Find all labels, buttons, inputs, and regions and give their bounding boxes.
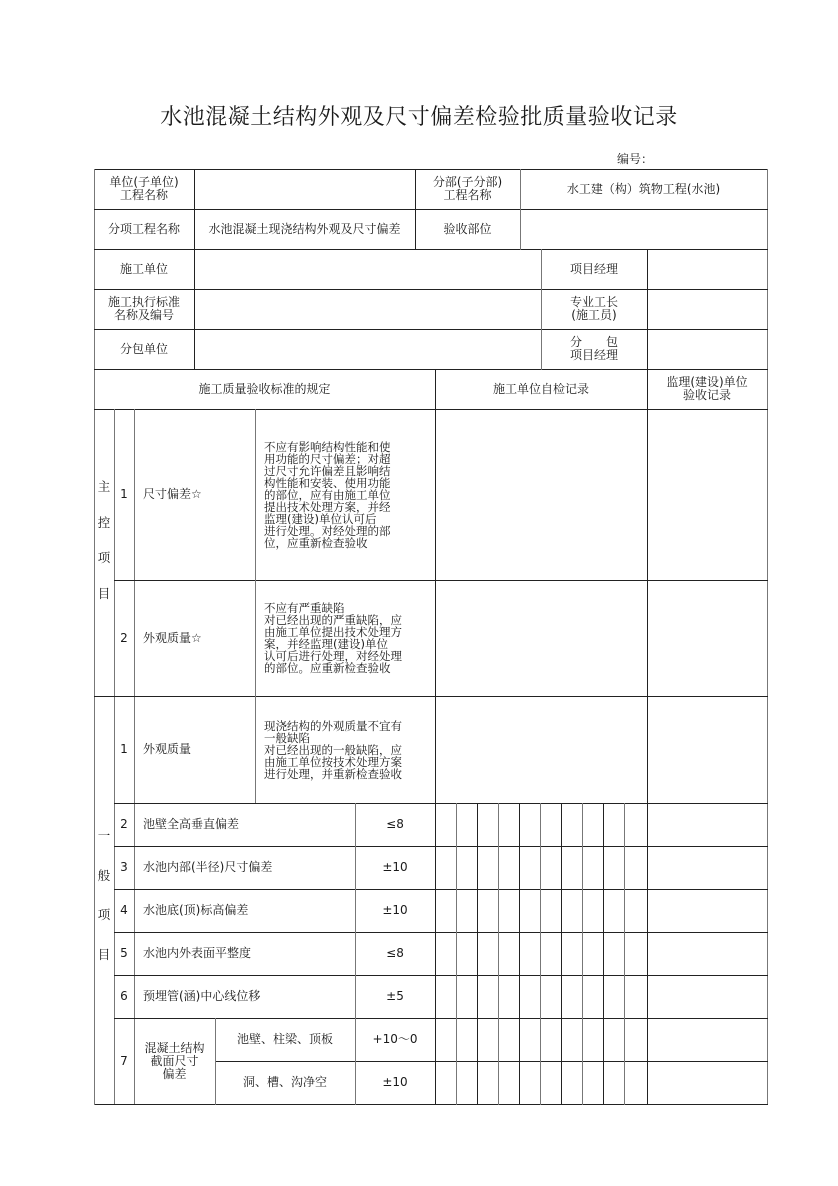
grid-line	[540, 803, 541, 1105]
self-check-cell[interactable]	[435, 696, 647, 803]
measurement-cell[interactable]	[582, 803, 603, 846]
project-manager-label: 项目经理	[569, 261, 618, 276]
measurement-cell[interactable]	[603, 932, 624, 975]
grid-line	[255, 580, 256, 697]
foreman-label: 专业工长 (施工员)	[569, 295, 618, 322]
supervision-cell[interactable]	[647, 696, 767, 803]
measurement-cell[interactable]	[456, 1061, 477, 1104]
category-char: 目	[97, 585, 111, 601]
supervision-cell[interactable]	[647, 932, 767, 975]
category-char: 控	[97, 514, 111, 530]
measurement-cell[interactable]	[456, 932, 477, 975]
measurement-cell[interactable]	[561, 975, 582, 1018]
item-name: 外观质量☆	[143, 630, 202, 645]
standard-value[interactable]	[194, 289, 541, 329]
general-category	[94, 696, 114, 1104]
measurement-cell[interactable]	[582, 1061, 603, 1104]
item-requirement: 不应有严重缺陷 对已经出现的严重缺陷，应 由施工单位提出技术处理方 案，并经监理(建设)单位 认可后进行处理，对经处理 的部位。应重新检查验收	[264, 601, 402, 675]
grid-line	[435, 803, 436, 1105]
measurement-cell[interactable]	[624, 1018, 647, 1061]
measurement-cell[interactable]	[435, 932, 456, 975]
grid-line	[603, 803, 604, 1105]
item-name: 水池内部(半径)尺寸偏差	[143, 860, 273, 874]
measurement-cell[interactable]	[540, 803, 561, 846]
item-requirement: 现浇结构的外观质量不宜有 一般缺陷 对已经出现的一般缺陷，应 由施工单位按技术处理方案 进行处理，并重新检查验收	[264, 718, 402, 781]
measurement-cell[interactable]	[624, 932, 647, 975]
measurement-cell[interactable]	[561, 1018, 582, 1061]
division-label: 分部(子分部) 工程名称	[432, 175, 503, 202]
item-name: 外观质量	[143, 742, 192, 756]
item-number: 4	[120, 903, 128, 917]
measurement-cell[interactable]	[498, 1061, 519, 1104]
measurement-cell[interactable]	[456, 975, 477, 1018]
acceptance-part-value[interactable]	[520, 209, 767, 249]
supervision-cell[interactable]	[647, 975, 767, 1018]
measurement-cell[interactable]	[603, 1061, 624, 1104]
code-label: 编号：	[617, 152, 654, 166]
measurement-cell[interactable]	[540, 889, 561, 932]
measurement-cell[interactable]	[477, 803, 498, 846]
item-tolerance: ±10	[382, 1075, 408, 1089]
measurement-cell[interactable]	[561, 846, 582, 889]
item-number: 2	[120, 817, 128, 831]
measurement-cell[interactable]	[603, 846, 624, 889]
sub-pm-label: 分 包 项目经理	[569, 335, 618, 362]
measurement-cell[interactable]	[624, 1061, 647, 1104]
measurement-cell[interactable]	[435, 1018, 456, 1061]
measurement-cell[interactable]	[540, 975, 561, 1018]
item-number: 3	[120, 860, 128, 874]
supervision-cell[interactable]	[647, 803, 767, 846]
category-char: 项	[97, 907, 111, 923]
measurement-cell[interactable]	[456, 889, 477, 932]
supervision-cell[interactable]	[647, 1018, 767, 1061]
supervision-cell[interactable]	[647, 1061, 767, 1104]
measurement-cell[interactable]	[603, 1018, 624, 1061]
grid-line	[255, 696, 256, 804]
acceptance-part-label: 验收部位	[443, 221, 492, 236]
unit-project-value[interactable]	[194, 169, 415, 209]
item-tolerance: ≤8	[386, 817, 404, 831]
measurement-cell[interactable]	[540, 846, 561, 889]
grid-line	[519, 803, 520, 1105]
measurement-cell[interactable]	[477, 975, 498, 1018]
item-name: 水池内外表面平整度	[143, 946, 252, 960]
supervision-cell[interactable]	[647, 580, 767, 696]
grid-line	[355, 803, 356, 1105]
sub-pm-value[interactable]	[647, 329, 767, 369]
measurement-cell[interactable]	[456, 1018, 477, 1061]
item-number: 2	[120, 630, 128, 645]
grid-line	[647, 803, 648, 1105]
measurement-cell[interactable]	[582, 932, 603, 975]
grid-line	[624, 803, 625, 1105]
measurement-cell[interactable]	[456, 803, 477, 846]
item-tolerance: ±10	[382, 903, 408, 917]
supervision-cell[interactable]	[647, 409, 767, 580]
grid-line	[647, 580, 648, 697]
grid-line	[456, 803, 457, 1105]
grid-line	[561, 803, 562, 1105]
measurement-cell[interactable]	[540, 1018, 561, 1061]
grid-line	[647, 696, 648, 804]
measurement-cell[interactable]	[477, 1018, 498, 1061]
item-number: 6	[120, 989, 128, 1003]
measurement-cell[interactable]	[561, 889, 582, 932]
measurement-cell[interactable]	[540, 932, 561, 975]
foreman-value[interactable]	[647, 289, 767, 329]
category-char: 项	[97, 550, 111, 566]
item-number: 5	[120, 946, 128, 960]
item-number: 1	[120, 742, 128, 756]
sub-item-name: 池壁、柱梁、顶板	[236, 1032, 333, 1046]
measurement-cell[interactable]	[624, 889, 647, 932]
measurement-cell[interactable]	[435, 889, 456, 932]
column-header-supervision: 监理(建设)单位 验收记录	[666, 375, 748, 402]
measurement-cell[interactable]	[519, 889, 540, 932]
construction-unit-label: 施工单位	[119, 261, 168, 276]
item-tolerance: ±5	[386, 989, 404, 1003]
category-char: 主	[97, 479, 111, 495]
measurement-cell[interactable]	[540, 1061, 561, 1104]
item-name: 水池底(顶)标高偏差	[143, 903, 249, 917]
measurement-cell[interactable]	[582, 889, 603, 932]
measurement-cell[interactable]	[435, 975, 456, 1018]
subitem-label: 分项工程名称	[107, 221, 180, 236]
measurement-cell[interactable]	[519, 932, 540, 975]
item-name: 混凝土结构 截面尺寸 偏差	[144, 1040, 205, 1081]
measurement-cell[interactable]	[561, 932, 582, 975]
supervision-cell[interactable]	[647, 889, 767, 932]
measurement-cell[interactable]	[519, 1061, 540, 1104]
grid-line	[647, 409, 648, 581]
column-header-self-check: 施工单位自检记录	[492, 381, 589, 396]
self-check-cell[interactable]	[435, 580, 647, 696]
measurement-cell[interactable]	[519, 1018, 540, 1061]
measurement-cell[interactable]	[603, 975, 624, 1018]
construction-unit-value[interactable]	[194, 249, 541, 289]
measurement-cell[interactable]	[624, 975, 647, 1018]
measurement-cell[interactable]	[582, 846, 603, 889]
grid-line	[435, 580, 436, 697]
item-number: 7	[120, 1053, 128, 1068]
measurement-cell[interactable]	[624, 846, 647, 889]
measurement-cell[interactable]	[498, 932, 519, 975]
measurement-cell[interactable]	[456, 846, 477, 889]
measurement-cell[interactable]	[477, 1061, 498, 1104]
unit-project-label: 单位(子单位) 工程名称	[109, 175, 179, 202]
measurement-cell[interactable]	[498, 889, 519, 932]
measurement-cell[interactable]	[498, 1018, 519, 1061]
item-requirement: 不应有影响结构性能和使 用功能的尺寸偏差；对超 过尺寸允许偏差且影响结 构性能和安装、使用功能 的部位，应有由施工单位 提出技术处理方案，并经 监理(建设)单位认可后 进行处理。对经处理的部 位，应重新检查验收	[264, 439, 391, 550]
grid-line	[255, 409, 256, 581]
column-header-standard: 施工质量验收标准的规定	[198, 381, 331, 396]
item-name: 池壁全高垂直偏差	[143, 817, 240, 831]
measurement-cell[interactable]	[477, 932, 498, 975]
standard-label: 施工执行标准 名称及编号	[107, 295, 180, 322]
measurement-cell[interactable]	[519, 803, 540, 846]
category-char: 目	[97, 946, 111, 962]
grid-line	[582, 803, 583, 1105]
measurement-cell[interactable]	[498, 846, 519, 889]
measurement-cell[interactable]	[603, 803, 624, 846]
item-tolerance: +10～0	[372, 1032, 418, 1046]
measurement-cell[interactable]	[582, 975, 603, 1018]
grid-line	[498, 803, 499, 1105]
measurement-cell[interactable]	[561, 803, 582, 846]
category-char: 一	[97, 828, 111, 844]
item-tolerance: ≤8	[386, 946, 404, 960]
measurement-cell[interactable]	[519, 975, 540, 1018]
subcontractor-value[interactable]	[194, 329, 541, 369]
grid-line	[435, 409, 436, 581]
project-manager-value[interactable]	[647, 249, 767, 289]
measurement-cell[interactable]	[498, 975, 519, 1018]
measurement-cell[interactable]	[624, 803, 647, 846]
table-border-right	[767, 169, 768, 1105]
main-control-category	[94, 409, 114, 696]
supervision-cell[interactable]	[647, 846, 767, 889]
grid-line	[114, 1104, 768, 1105]
measurement-cell[interactable]	[561, 1061, 582, 1104]
measurement-cell[interactable]	[519, 846, 540, 889]
subcontractor-label: 分包单位	[119, 341, 168, 356]
measurement-cell[interactable]	[582, 1018, 603, 1061]
measurement-cell[interactable]	[477, 846, 498, 889]
measurement-cell[interactable]	[603, 889, 624, 932]
division-value[interactable]: 水工建（构）筑物工程(水池)	[566, 181, 721, 196]
subitem-value[interactable]: 水池混凝土现浇结构外观及尺寸偏差	[208, 221, 401, 236]
item-tolerance: ±10	[382, 860, 408, 874]
self-check-cell[interactable]	[435, 409, 647, 580]
measurement-cell[interactable]	[498, 803, 519, 846]
measurement-cell[interactable]	[435, 1061, 456, 1104]
category-char: 般	[97, 867, 111, 883]
measurement-cell[interactable]	[435, 846, 456, 889]
item-name: 预埋管(涵)中心线位移	[143, 989, 261, 1003]
sub-item-name: 洞、槽、沟净空	[242, 1075, 327, 1089]
grid-line	[435, 696, 436, 804]
measurement-cell[interactable]	[435, 803, 456, 846]
grid-line	[477, 803, 478, 1105]
item-number: 1	[120, 487, 128, 501]
document-title: 水池混凝土结构外观及尺寸偏差检验批质量验收记录	[160, 105, 678, 130]
item-name: 尺寸偏差☆	[143, 487, 202, 501]
measurement-cell[interactable]	[477, 889, 498, 932]
